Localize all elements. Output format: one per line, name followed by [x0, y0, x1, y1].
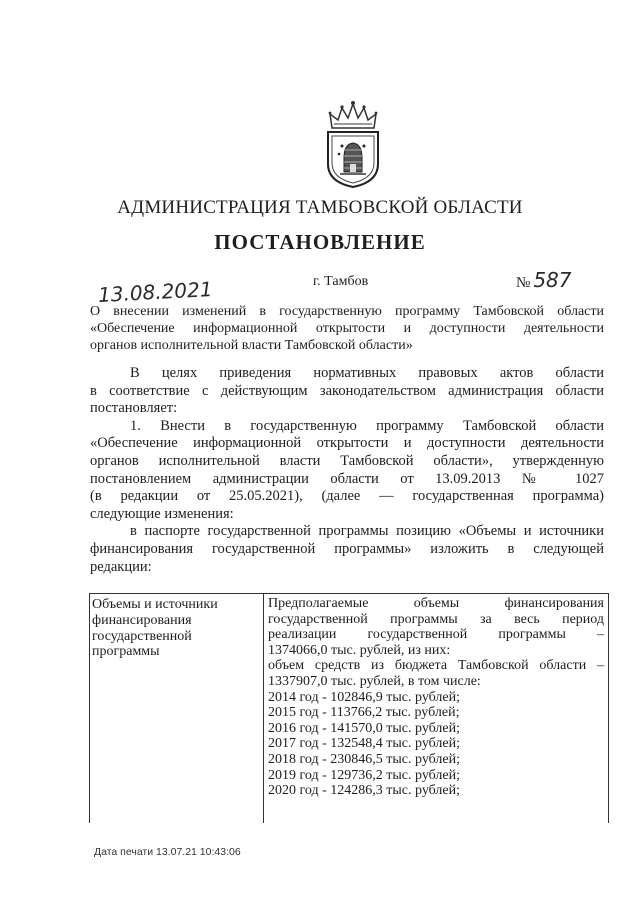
table-value-line: 2020 год - 124286,3 тыс. рублей; — [268, 783, 461, 799]
table-value-line: 1337907,0 тыс. рублей, в том числе: — [268, 673, 481, 689]
body-line: в соответствие с действующим законодательством администрация области — [90, 382, 604, 399]
subject-line: О внесении изменений в государственную программу Тамбовской области — [90, 304, 604, 319]
document-subject — [90, 303, 604, 354]
table-value-line: государственной программы за весь период — [268, 611, 604, 627]
table-cell-label: Объемы и источники финансирования государственной программы — [92, 597, 218, 660]
document-type-title: ПОСТАНОВЛЕНИЕ — [214, 230, 426, 254]
document-date: 13.08.2021 — [97, 277, 214, 307]
table-value-line: 1374066,0 тыс. рублей, из них: — [268, 642, 451, 658]
table-value-line: объем средств из бюджета Тамбовской области – — [268, 658, 604, 674]
body-line: финансирования государственной программы» изложить в следующей — [90, 540, 604, 557]
body-line: редакции: — [90, 558, 152, 575]
table-value-line: 2015 год - 113766,2 тыс. рублей; — [268, 705, 460, 721]
table-value-line: 2017 год - 132548,4 тыс. рублей; — [268, 736, 461, 752]
table-value-line: 2019 год - 129736,2 тыс. рублей; — [268, 767, 461, 783]
body-line: В целях приведения нормативных правовых актов области — [130, 365, 604, 381]
document-number — [516, 268, 572, 292]
print-date-footer: Дата печати 13.07.21 10:43:06 — [94, 846, 241, 858]
number-prefix: № — [516, 275, 531, 291]
document-city: г. Тамбов — [313, 274, 369, 289]
financing-table — [89, 593, 609, 823]
table-value-line: 2016 год - 141570,0 тыс. рублей; — [268, 720, 461, 736]
organization-name: АДМИНИСТРАЦИЯ ТАМБОВСКОЙ ОБЛАСТИ — [117, 197, 523, 218]
number-value: 587 — [533, 268, 572, 292]
passport-paragraph — [90, 523, 604, 576]
subject-line: органов исполнительной власти Тамбовской области» — [90, 338, 413, 353]
table-value-line: 2018 год - 230846,5 тыс. рублей; — [268, 751, 461, 767]
body-line: постановляет: — [90, 400, 178, 417]
table-value-line: Предполагаемые объемы финансирования — [268, 596, 604, 611]
subject-line: «Обеспечение информационной открытости и доступности деятельности — [90, 321, 604, 336]
body-line: в паспорте государственной программы позицию «Объемы и источники — [130, 523, 604, 540]
table-value-line: реализации государственной программы – — [268, 627, 604, 643]
body-line: «Обеспечение информационной открытости и доступности деятельности — [90, 435, 604, 452]
body-line: (в редакции от 25.05.2021), (далее — государственная программа) — [90, 488, 604, 505]
body-line: органов исполнительной власти Тамбовской области», утвержденную — [90, 452, 604, 469]
tambov-coat-of-arms-icon — [322, 98, 384, 188]
body-line: 1. Внести в государственную программу Тамбовской области — [130, 417, 604, 434]
table-value-line: 2014 год - 102846,9 тыс. рублей; — [268, 689, 461, 705]
document-body — [90, 365, 604, 576]
body-line: постановлением администрации области от 13.09.2013 № 1027 — [90, 470, 604, 487]
table-column-divider — [263, 594, 264, 823]
table-cell-value — [268, 596, 604, 799]
preamble-paragraph — [90, 365, 604, 418]
item-1-paragraph — [90, 418, 604, 524]
body-line: следующие изменения: — [90, 505, 234, 522]
